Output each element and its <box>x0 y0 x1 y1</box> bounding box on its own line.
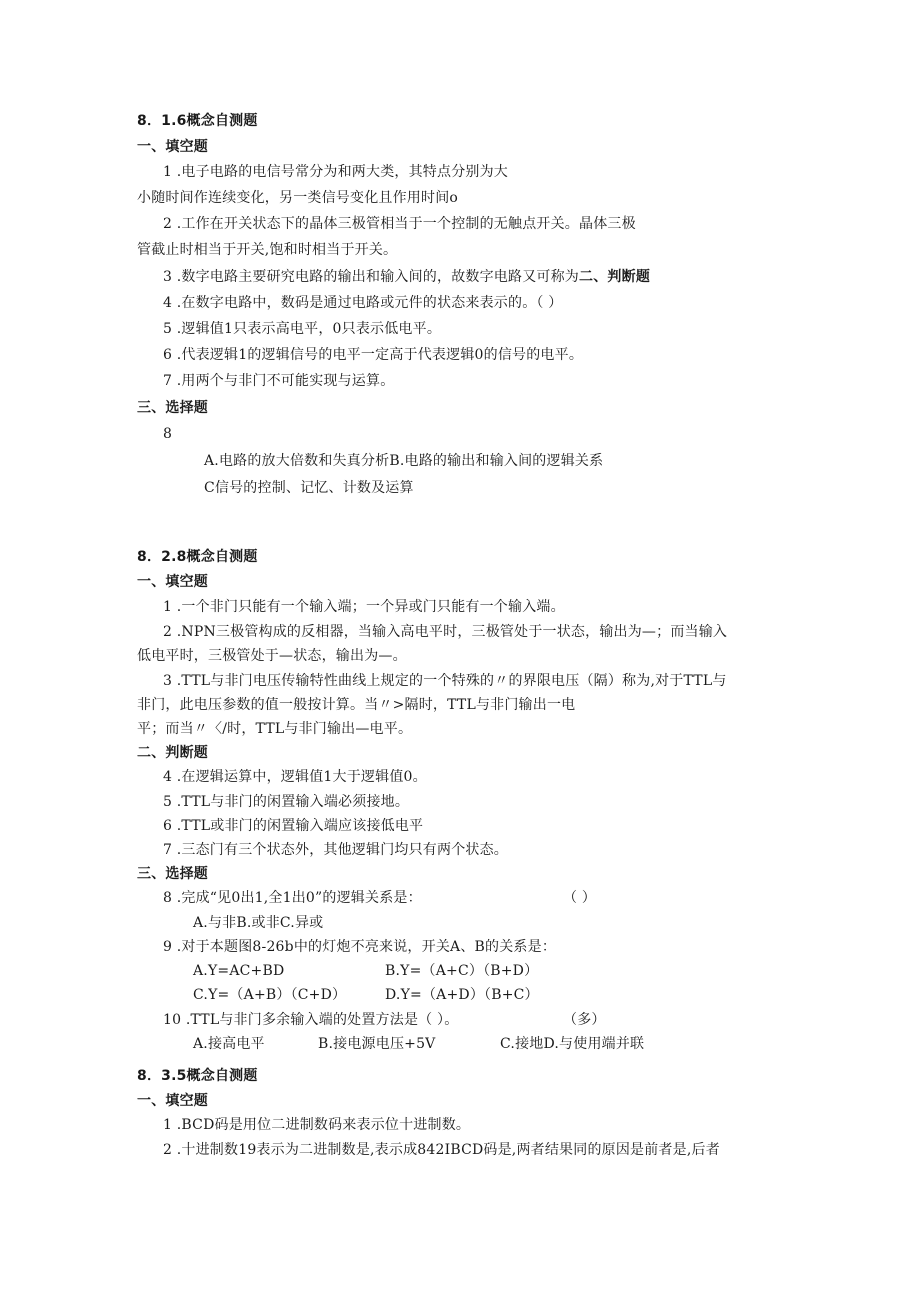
question-10-option-a: A.接高电平 <box>193 1036 265 1052</box>
choice-heading: 三、选择题 <box>137 400 208 416</box>
question-4: 4 .在逻辑运算中，逻辑值1大于逻辑值0。 <box>163 769 427 785</box>
question-8-number: 8 <box>163 426 173 442</box>
question-6: 6 .代表逻辑1的逻辑信号的电平一定高于代表逻辑0的信号的电平。 <box>163 347 584 363</box>
question-1-line-2: 小随时间作连续变化，另一类信号变化且作用时间o <box>137 190 459 206</box>
question-9-option-d: D.Y=（A+D）（B+C） <box>385 987 539 1003</box>
question-8-answer-paren: （ ） <box>563 890 597 906</box>
question-2-line-1: 2 .NPN三极管构成的反相器，当输入高电平时，三极管处于一状态，输出为—；而当输入 <box>163 624 728 640</box>
question-5: 5 .逻辑值1只表示高电平，0只表示低电平。 <box>163 321 442 337</box>
question-8: 8 .完成“见0出1,全1出0”的逻辑关系是： <box>163 890 422 906</box>
choice-heading: 三、选择题 <box>137 866 208 882</box>
fill-blank-heading: 一、填空题 <box>137 1093 208 1109</box>
question-9-option-b: B.Y=（A+C）（B+D） <box>385 963 539 979</box>
question-7: 7 .用两个与非门不可能实现与运算。 <box>163 373 395 389</box>
question-10-multi-tag: （多） <box>563 1012 606 1028</box>
question-2: 2 .十进制数19表示为二进制数是,表示成842IBCD码是,两者结果同的原因是前者是,后者 <box>163 1142 720 1158</box>
section-title-8-2-8: 8．2.8概念自测题 <box>137 549 258 565</box>
question-4: 4 .在数字电路中，数码是通过电路或元件的状态来表示的。（ ） <box>163 295 563 311</box>
question-7: 7 .三态门有三个状态外，其他逻辑门均只有两个状态。 <box>163 842 509 858</box>
question-8-option-c: C信号的控制、记忆、计数及运算 <box>204 480 414 496</box>
question-9: 9 .对于本题图8-26b中的灯炮不亮来说，开关A、B的关系是： <box>163 939 557 955</box>
question-10: 10 .TTL与非门多余输入端的处置方法是（ ）。 <box>163 1012 459 1028</box>
judge-heading: 二、判断题 <box>137 745 208 761</box>
question-5: 5 .TTL与非门的闲置输入端必须接地。 <box>163 794 410 810</box>
question-2-line-1: 2 .工作在开关状态下的晶体三极管相当于一个控制的无触点开关。晶体三极 <box>163 216 636 232</box>
question-6: 6 .TTL或非门的闲置输入端应该接低电平 <box>163 818 424 834</box>
question-1-line-1: 1 .电子电路的电信号常分为和两大类，其特点分别为大 <box>163 164 509 180</box>
question-2-line-2: 管截止时相当于开关,饱和时相当于开关。 <box>137 242 398 258</box>
judge-heading-inline: 二、判断题 <box>579 269 651 285</box>
fill-blank-heading: 一、填空题 <box>137 139 208 155</box>
question-3 <box>163 268 650 286</box>
question-1: 1 .一个非门只能有一个输入端；一个异或门只能有一个输入端。 <box>163 599 565 615</box>
question-9-option-a: A.Y=AC+BD <box>193 963 285 979</box>
question-3-text: 3 .数字电路主要研究电路的输出和输入间的，故数字电路又可称为 <box>163 269 580 285</box>
question-9-option-c: C.Y=（A+B）（C+D） <box>193 987 347 1003</box>
section-title-8-1-6: 8．1.6概念自测题 <box>137 113 258 129</box>
question-8-options: A.与非B.或非C.异或 <box>193 915 324 931</box>
question-2-line-2: 低电平时，三极管处于—状态，输出为—。 <box>137 648 407 664</box>
question-3-line-3: 平；而当〃〈/时，TTL与非门输出—电平。 <box>137 721 413 737</box>
question-3-line-1: 3 .TTL与非门电压传输特性曲线上规定的一个特殊的〃的界限电压（隔）称为,对于TTL与 <box>163 673 727 689</box>
question-10-option-b: B.接电源电压+5V <box>318 1036 436 1052</box>
question-10-option-cd: C.接地D.与使用端并联 <box>500 1036 645 1052</box>
question-1: 1 .BCD码是用位二进制数码来表示位十进制数。 <box>163 1117 471 1133</box>
question-8-options-ab: A.电路的放大倍数和失真分析B.电路的输出和输入间的逻辑关系 <box>204 453 604 469</box>
fill-blank-heading: 一、填空题 <box>137 574 208 590</box>
section-title-8-3-5: 8．3.5概念自测题 <box>137 1068 258 1084</box>
question-3-line-2: 非门，此电压参数的值一般按计算。当〃>隔时，TTL与非门输出一电 <box>137 697 576 713</box>
